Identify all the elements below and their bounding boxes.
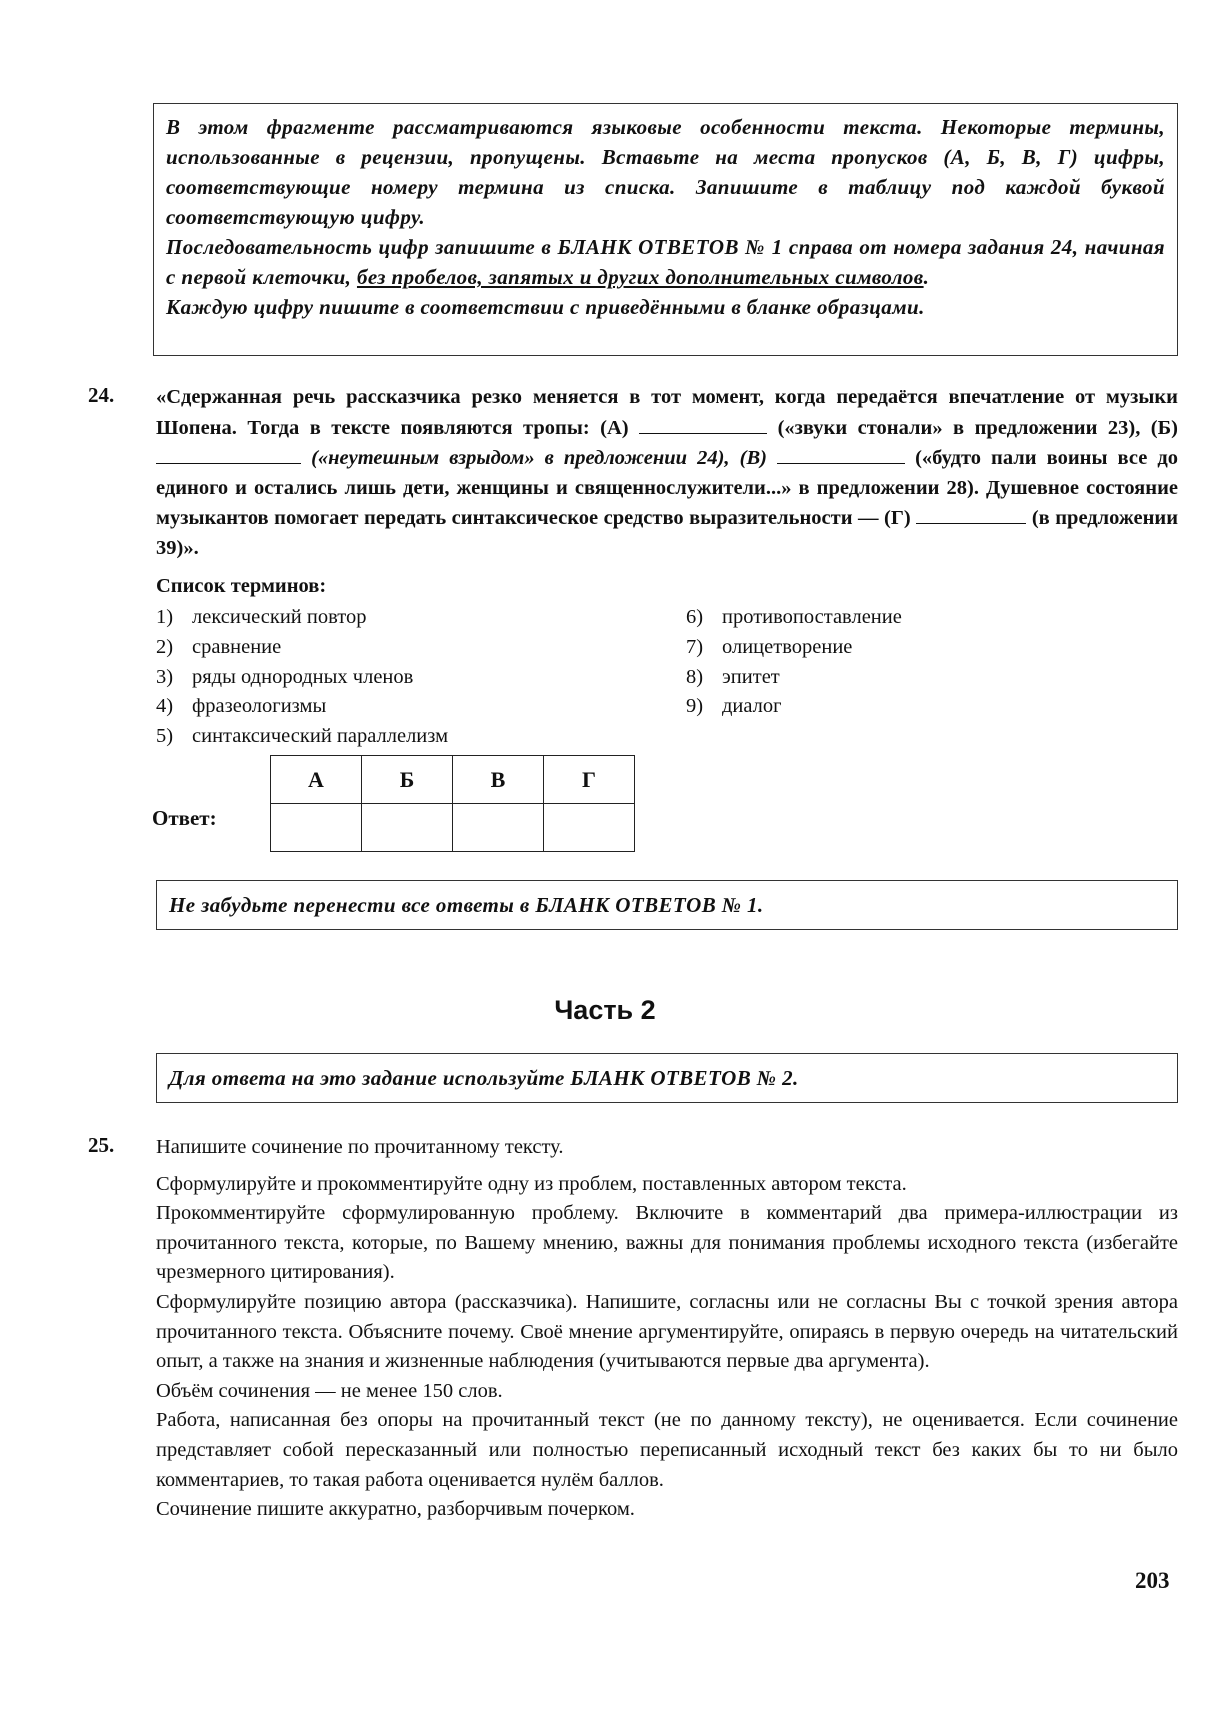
answer-label: Ответ:	[152, 806, 217, 830]
task-25-text	[156, 1133, 1178, 1525]
part-2-title: Часть 2	[554, 995, 656, 1025]
instruction-box	[153, 103, 1178, 356]
task-25-line-6: Работа, написанная без опоры на прочитанный текст (не по данному тексту), не оценивается. Если сочинение представляет собой пересказанный или полностью переписанный исходный текст без каких бы то ни было комментариев, то такая работа оценивается нулём баллов.	[156, 1409, 1178, 1491]
answer-header-v: В	[453, 756, 544, 804]
page-number: 203	[1135, 1568, 1170, 1593]
answer-cell-a[interactable]	[271, 804, 362, 852]
term-item: 5) синтаксический параллелизм	[156, 725, 449, 748]
term-item: 8) эпитет	[686, 665, 780, 688]
part-2-box	[156, 1053, 1178, 1103]
answer-header-b: Б	[362, 756, 453, 804]
task-24-text	[156, 383, 1178, 564]
terms-list-right	[686, 603, 902, 722]
part-2-box-text: Для ответа на это задание используйте БЛАНК ОТВЕТОВ № 2.	[169, 1066, 799, 1090]
task-25-line-7: Сочинение пишите аккуратно, разборчивым почерком.	[156, 1498, 635, 1521]
task-24-sentence-2: («звуки стонали» в предложении 23), (Б)	[777, 416, 1179, 439]
term-item: 9) диалог	[686, 695, 782, 718]
answer-cell-b[interactable]	[362, 804, 453, 852]
task-24-sentence-5: (в предложении 39)».	[156, 507, 1179, 559]
answer-header-g: Г	[544, 756, 635, 804]
term-item: 4) фразеологизмы	[156, 695, 327, 718]
task-24-sentence-1: «Сдержанная речь рассказчика резко меняется в тот момент, когда передаётся впечатление от музыки Шопена. Тогда в тексте появляются тропы: (А)	[156, 386, 1178, 439]
reminder-text: Не забудьте перенести все ответы в БЛАНК ОТВЕТОВ № 1.	[169, 893, 764, 917]
task-25-line-1: Напишите сочинение по прочитанному тексту.	[156, 1136, 564, 1158]
blank-a[interactable]	[639, 413, 767, 434]
terms-list-left	[156, 603, 448, 752]
term-item: 6) противопоставление	[686, 606, 902, 628]
term-item: 1) лексический повтор	[156, 606, 367, 628]
instruction-paragraph-3: Каждую цифру пишите в соответствии с приведёнными в бланке образцами.	[166, 295, 925, 319]
term-item: 3) ряды однородных членов	[156, 665, 414, 688]
task-24-sentence-4: («будто пали воины все до единого и остались лишь дети, женщины и священнослужители...» в предложении 28). Душевное состояние музыкантов помогает передать синтаксическое средство выразительности — (Г)	[156, 447, 1178, 530]
instruction-paragraph-1: В этом фрагменте рассматриваются языковые особенности текста. Некоторые термины, использованные в рецензии, пропущены. Вставьте на места пропусков (А, Б, В, Г) цифры, соответствующие номеру термина из списка. Запишите в таблицу под каждой буквой соответствующую цифру.	[166, 115, 1165, 229]
task-25-line-5: Объём сочинения — не менее 150 слов.	[156, 1379, 503, 1402]
answer-table	[270, 755, 635, 852]
terms-title: Список терминов:	[156, 575, 327, 597]
instruction-p2-underlined: без пробелов, запятых и других дополнительных символов	[356, 265, 924, 289]
reminder-box	[156, 880, 1178, 930]
instruction-paragraph-2	[166, 232, 1165, 292]
task-25-line-4: Сформулируйте позицию автора (рассказчика). Напишите, согласны или не согласны Вы с точкой зрения автора прочитанного текста. Объясните почему. Своё мнение аргументируйте, опираясь в первую очередь на читательский опыт, а также на знания и жизненные наблюдения (учитываются первые два аргумента).	[156, 1290, 1178, 1373]
instruction-p2-end: .	[923, 265, 930, 289]
blank-b[interactable]	[156, 443, 301, 464]
answer-cell-g[interactable]	[544, 804, 635, 852]
task-24-sentence-3: («неутешным взрыдом» в предложении 24), (В)	[311, 447, 767, 470]
blank-g[interactable]	[916, 503, 1026, 524]
task-25-line-3: Прокомментируйте сформулированную проблему. Включите в комментарий два примера-иллюстрации из прочитанного текста, которые, по Вашему мнению, важны для понимания проблемы исходного текста (избегайте чрезмерного цитирования).	[156, 1202, 1178, 1284]
term-item: 2) сравнение	[156, 635, 282, 658]
answer-header-a: А	[271, 756, 362, 804]
answer-cell-v[interactable]	[453, 804, 544, 852]
blank-v[interactable]	[777, 443, 905, 464]
task-24-number: 24.	[88, 383, 115, 407]
instruction-p2-start: Последовательность цифр запишите в БЛАНК ОТВЕТОВ № 1 справа от номера задания 24, начиная с первой клеточки,	[166, 235, 1165, 289]
term-item: 7) олицетворение	[686, 635, 853, 658]
task-25-line-2: Сформулируйте и прокомментируйте одну из проблем, поставленных автором текста.	[156, 1172, 907, 1195]
task-25-number: 25.	[88, 1133, 115, 1157]
